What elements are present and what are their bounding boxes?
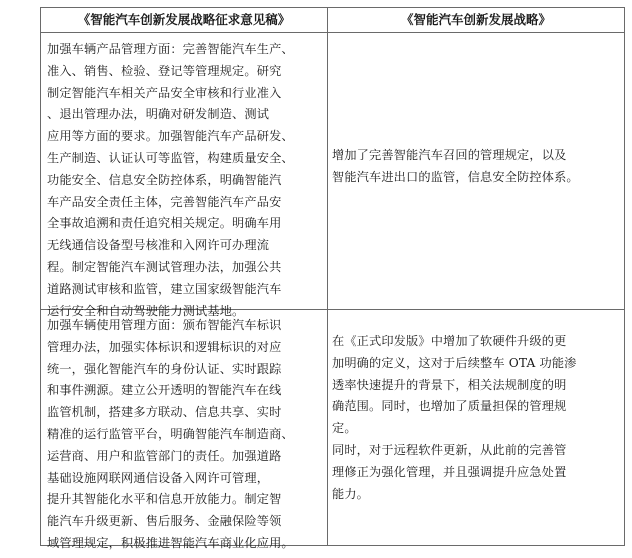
row1-draft-text: 加强车辆产品管理方面：完善智能汽车生产、 准入、销售、检验、登记等管理规定。研究 制定智能汽车相关产品安全审核和行业准入 、退出管理办法，明确对研发制造、测试 应用等方面的要求。加强智能汽车产品研发、 生产制造、认证认可等监管，构建质量安全、 功能安全、信息安全防控体系，明确智能汽 车产品安全责任主体，完善智能汽车产品安 全事故追溯和责任追究相关规定。明确车用 无线通信设备型号核准和入网许可办理流 程。制定智能汽车测试管理办法，加强公共 道路测试审核和监管，建立国家级智能汽车 运行安全和自动驾驶能力测试基地。	[47, 42, 294, 318]
comparison-table	[40, 7, 625, 550]
header-draft-strategy: 《智能汽车创新发展战略征求意见稿》	[77, 12, 291, 27]
row2-final-text: 在《正式印发版》中增加了软硬件升级的更 加明确的定义，这对于后续整车 OTA 功能渗 透率快速提升的背景下，相关法规制度的明 确范围。同时，也增加了质量担保的管理规 定。 同时，对于远程软件更新，从此前的完善管 理修正为强化管理，并且强调提升应急处置 能力。	[332, 334, 577, 501]
header-final-strategy: 《智能汽车创新发展战略》	[400, 12, 551, 27]
column-divider	[327, 8, 328, 545]
row1-final-text: 增加了完善智能汽车召回的管理规定，以及 智能汽车进出口的监管，信息安全防控体系。	[332, 148, 579, 184]
row2-draft-text: 加强车辆使用管理方面：颁布智能汽车标识 管理办法，加强实体标识和逻辑标识的对应 统一，强化智能汽车的身份认证、实时跟踪 和事件溯源。建立公开透明的智能汽车在线 监管机制，搭建多方联动、信息共享、实时 精准的运行监管平台，明确智能汽车制造商、 运营商、用户和监管部门的责任。加强道路 基础设施网联网通信设备入网许可管理， 提升其智能化水平和信息开放能力。制定智 能汽车升级更新、售后服务、金融保险等领 域管理规定，积极推进智能汽车商业化应用。	[47, 318, 294, 550]
header-divider	[41, 32, 624, 33]
